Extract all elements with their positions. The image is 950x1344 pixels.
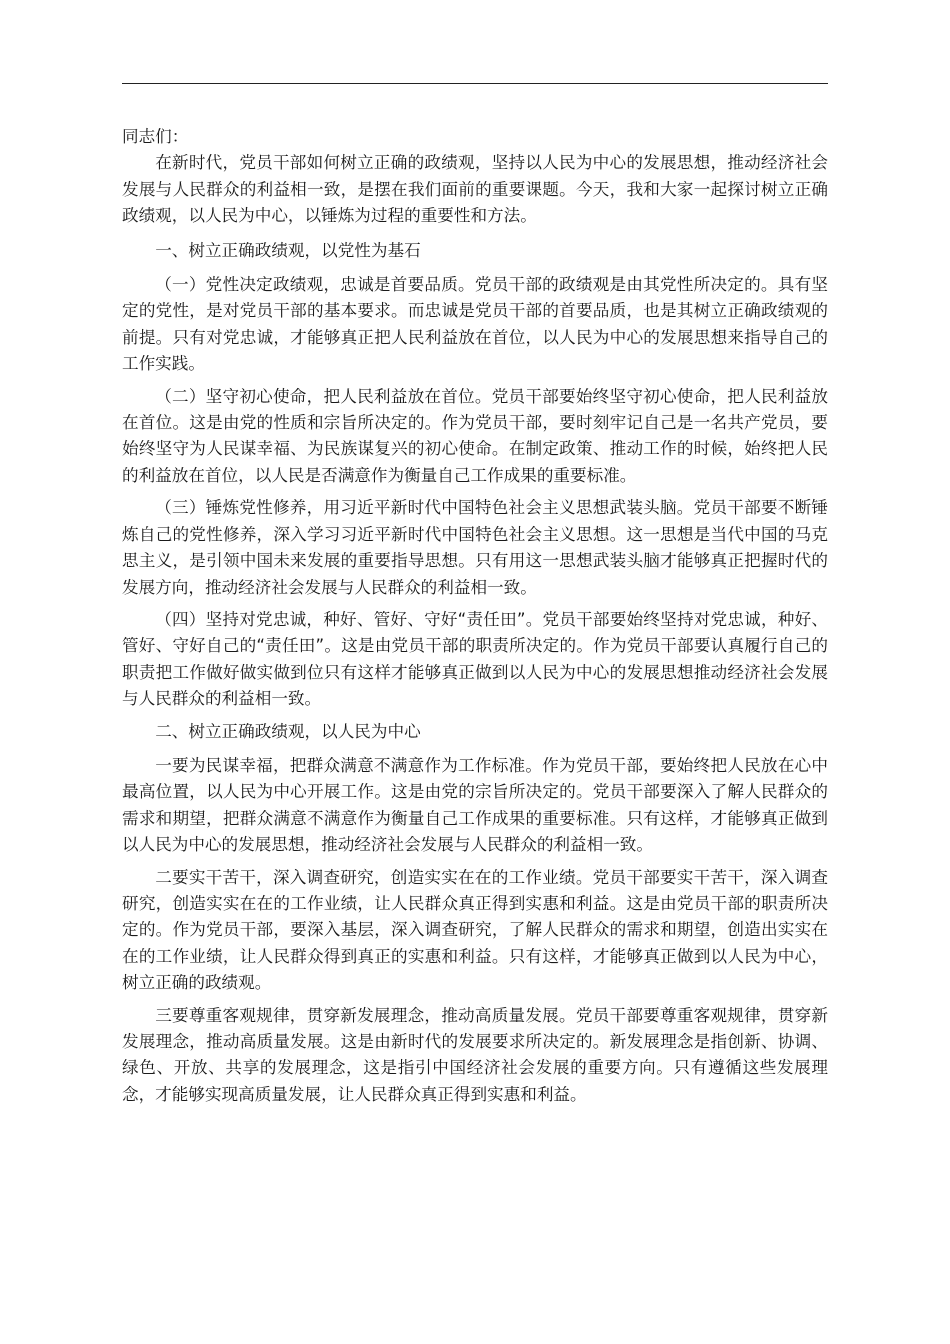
paragraph-1-2: （二）坚守初心使命，把人民利益放在首位。党员干部要始终坚守初心使命，把人民利益放在首位。这是由党的性质和宗旨所决定的。作为党员干部，要时刻牢记自己是一名共产党员，要始终坚守为人民谋幸福、为民族谋复兴的初心使命。在制定政策、推动工作的时候，始终把人民的利益放在首位，以人民是否满意作为衡量自己工作成果的重要标准。 [122, 386, 828, 485]
paragraph-2-1: 一要为民谋幸福，把群众满意不满意作为工作标准。作为党员干部，要始终把人民放在心中最高位置，以人民为中心开展工作。这是由党的宗旨所决定的。党员干部要深入了解人民群众的需求和期望，把群众满意不满意作为衡量自己工作成果的重要标准。只有这样，才能够真正做到以人民为中心的发展思想，推动经济社会发展与人民群众的利益相一致。 [122, 755, 828, 855]
intro-paragraph: 在新时代，党员干部如何树立正确的政绩观，坚持以人民为中心的发展思想，推动经济社会发展与人民群众的利益相一致，是摆在我们面前的重要课题。今天，我和大家一起探讨树立正确政绩观，以人民为中心，以锤炼为过程的重要性和方法。 [122, 153, 828, 226]
header-rule [122, 83, 828, 84]
paragraph-1-3: （三）锤炼党性修养，用习近平新时代中国特色社会主义思想武装头脑。党员干部要不断锤炼自己的党性修养，深入学习习近平新时代中国特色社会主义思想。这一思想是当代中国的马克思主义，是引领中国未来发展的重要指导思想。只有用这一思想武装头脑才能够真正把握时代的发展方向，推动经济社会发展与人民群众的利益相一致。 [122, 498, 828, 597]
paragraph-1-4: （四）坚持对党忠诚，种好、管好、守好“责任田”。党员干部要始终坚持对党忠诚，种好、管好、守好自己的“责任田”。这是由党员干部的职责所决定的。作为党员干部要认真履行自己的职责把工作做好做实做到位只有这样才能够真正做到以人民为中心的发展思想推动经济社会发展与人民群众的利益相一致。 [122, 609, 828, 709]
document-body [122, 124, 828, 1114]
paragraph-1-1: （一）党性决定政绩观，忠诚是首要品质。党员干部的政绩观是由其党性所决定的。具有坚定的党性，是对党员干部的基本要求。而忠诚是党员干部的首要品质，也是其树立正确政绩观的前提。只有对党忠诚，才能够真正把人民利益放在首位，以人民为中心的发展思想来指导自己的工作实践。 [122, 275, 828, 374]
paragraph-2-3: 三要尊重客观规律，贯穿新发展理念，推动高质量发展。党员干部要尊重客观规律，贯穿新发展理念，推动高质量发展。这是由新时代的发展要求所决定的。新发展理念是指创新、协调、绿色、开放、共享的发展理念，这是指引中国经济社会发展的重要方向。只有遵循这些发展理念，才能够实现高质量发展，让人民群众真正得到实惠和利益。 [122, 1005, 828, 1104]
section-heading-2: 二、树立正确政绩观，以人民为中心 [155, 721, 421, 741]
salutation: 同志们： [122, 127, 189, 146]
section-heading-1: 一、树立正确政绩观，以党性为基石 [155, 240, 421, 260]
paragraph-2-2: 二要实干苦干，深入调查研究，创造实实在在的工作业绩。党员干部要实干苦干，深入调查研究，创造实实在在的工作业绩，让人民群众真正得到实惠和利益。这是由党员干部的职责所决定的。作为党员干部，要深入基层，深入调查研究，了解人民群众的需求和期望，创造出实实在在的工作业绩，让人民群众得到真正的实惠和利益。只有这样，才能够真正做到以人民为中心，树立正确的政绩观。 [122, 867, 828, 993]
